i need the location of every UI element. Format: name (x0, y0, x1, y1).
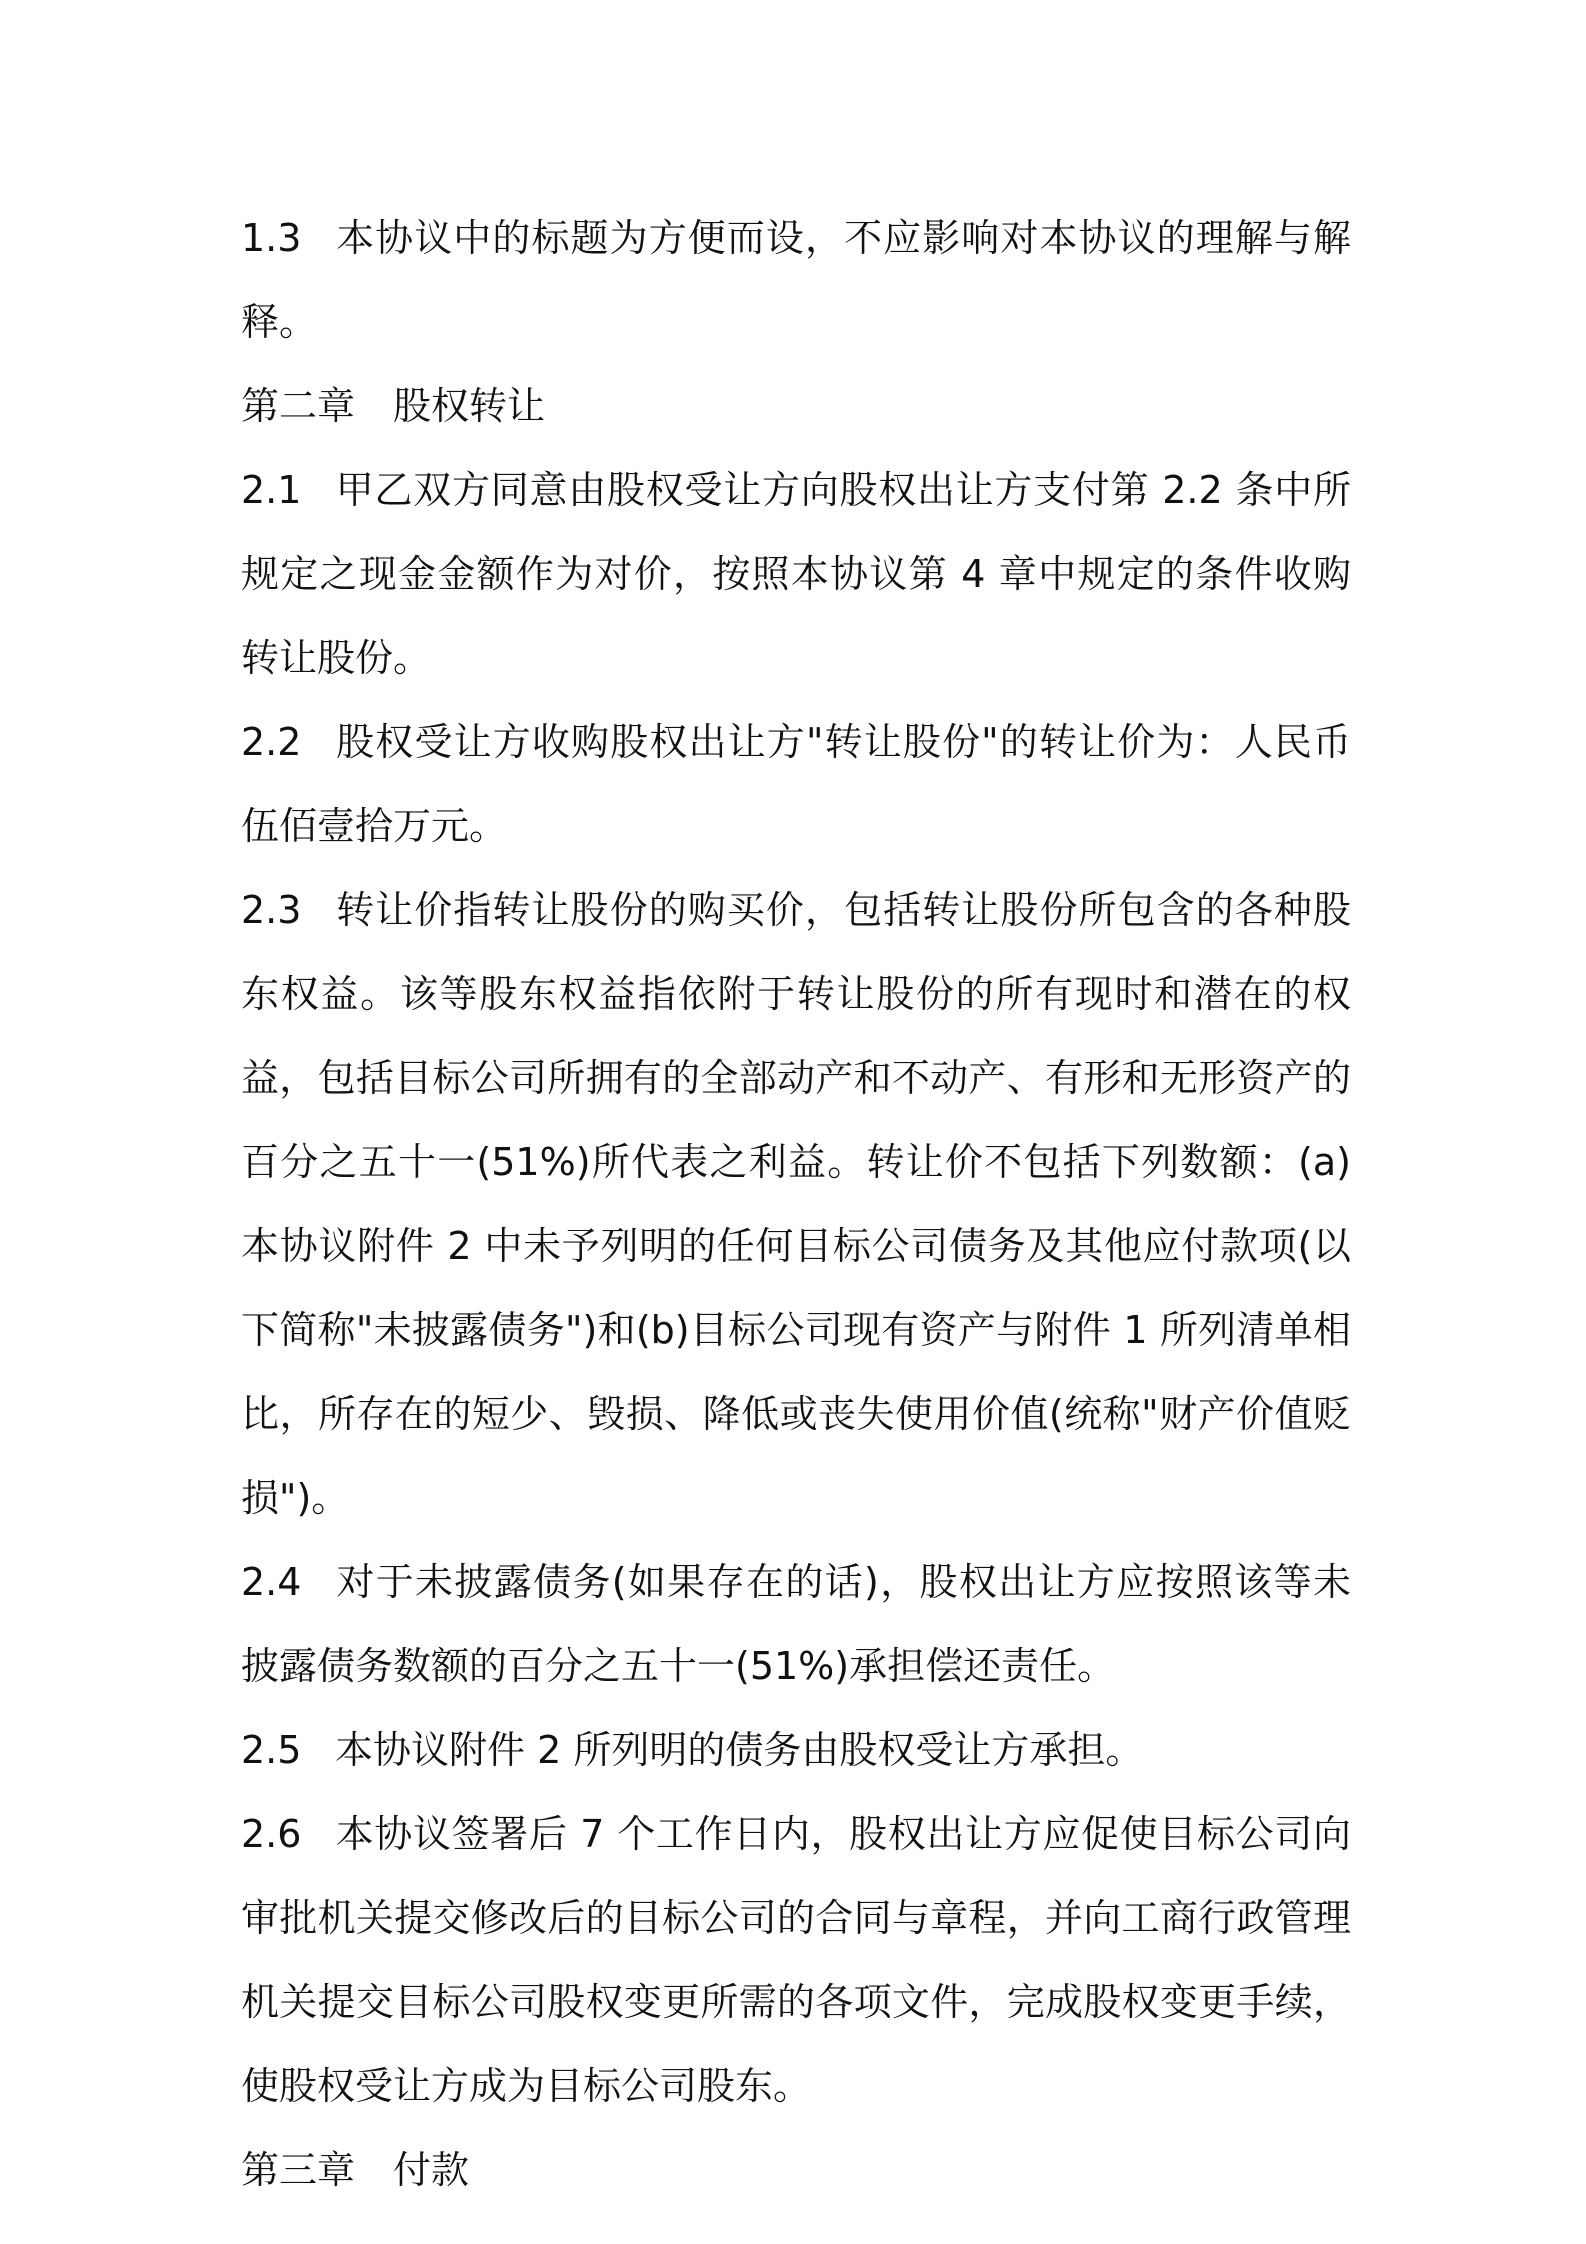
clause-text: 股权受让方收购股权出让方"转让股份"的转让价为：人民币伍佰壹拾万元。 (241, 720, 1351, 848)
clause-2-4 (241, 1540, 1351, 1708)
clause-number: 2.5 (241, 1728, 302, 1772)
chapter-number: 第二章 (241, 384, 356, 428)
clause-text: 甲乙双方同意由股权受让方向股权出让方支付第 2.2 条中所规定之现金金额作为对价，按照本协议第 4 章中规定的条件收购转让股份。 (241, 468, 1351, 680)
clause-number: 2.6 (241, 1812, 302, 1856)
chapter-2-heading (241, 364, 1351, 448)
chapter-3-heading (241, 2128, 1351, 2212)
clause-1-3 (241, 196, 1351, 364)
clause-2-2 (241, 700, 1351, 868)
clause-text: 本协议签署后 7 个工作日内，股权出让方应促使目标公司向审批机关提交修改后的目标公司的合同与章程，并向工商行政管理机关提交目标公司股权变更所需的各项文件，完成股权变更手续，使股权受让方成为目标公司股东。 (241, 1812, 1351, 2108)
clause-2-3 (241, 868, 1351, 1540)
clause-2-6 (241, 1792, 1351, 2128)
chapter-title: 股权转让 (393, 384, 546, 428)
clause-number: 1.3 (241, 216, 302, 260)
chapter-title: 付款 (393, 2148, 470, 2192)
document-body (241, 196, 1351, 2212)
clause-text: 本协议附件 2 所列明的债务由股权受让方承担。 (335, 1728, 1144, 1772)
clause-number: 2.1 (241, 468, 302, 512)
chapter-number: 第三章 (241, 2148, 356, 2192)
clause-text: 本协议中的标题为方便而设，不应影响对本协议的理解与解释。 (241, 216, 1351, 344)
clause-2-1 (241, 448, 1351, 700)
clause-number: 2.3 (241, 888, 302, 932)
clause-2-5 (241, 1708, 1351, 1792)
clause-text: 转让价指转让股份的购买价，包括转让股份所包含的各种股东权益。该等股东权益指依附于转让股份的所有现时和潜在的权益，包括目标公司所拥有的全部动产和不动产、有形和无形资产的百分之五十一(51%)所代表之利益。转让价不包括下列数额：(a)本协议附件 2 中未予列明的任何目标公司债务及其他应付款项(以下简称"未披露债务")和(b)目标公司现有资产与附件 1 所列清单相比，所存在的短少、毁损、降低或丧失使用价值(统称"财产价值贬损")。 (241, 888, 1351, 1520)
clause-number: 2.2 (241, 720, 302, 764)
clause-text: 对于未披露债务(如果存在的话)，股权出让方应按照该等未披露债务数额的百分之五十一(51%)承担偿还责任。 (241, 1560, 1351, 1688)
clause-number: 2.4 (241, 1560, 302, 1604)
